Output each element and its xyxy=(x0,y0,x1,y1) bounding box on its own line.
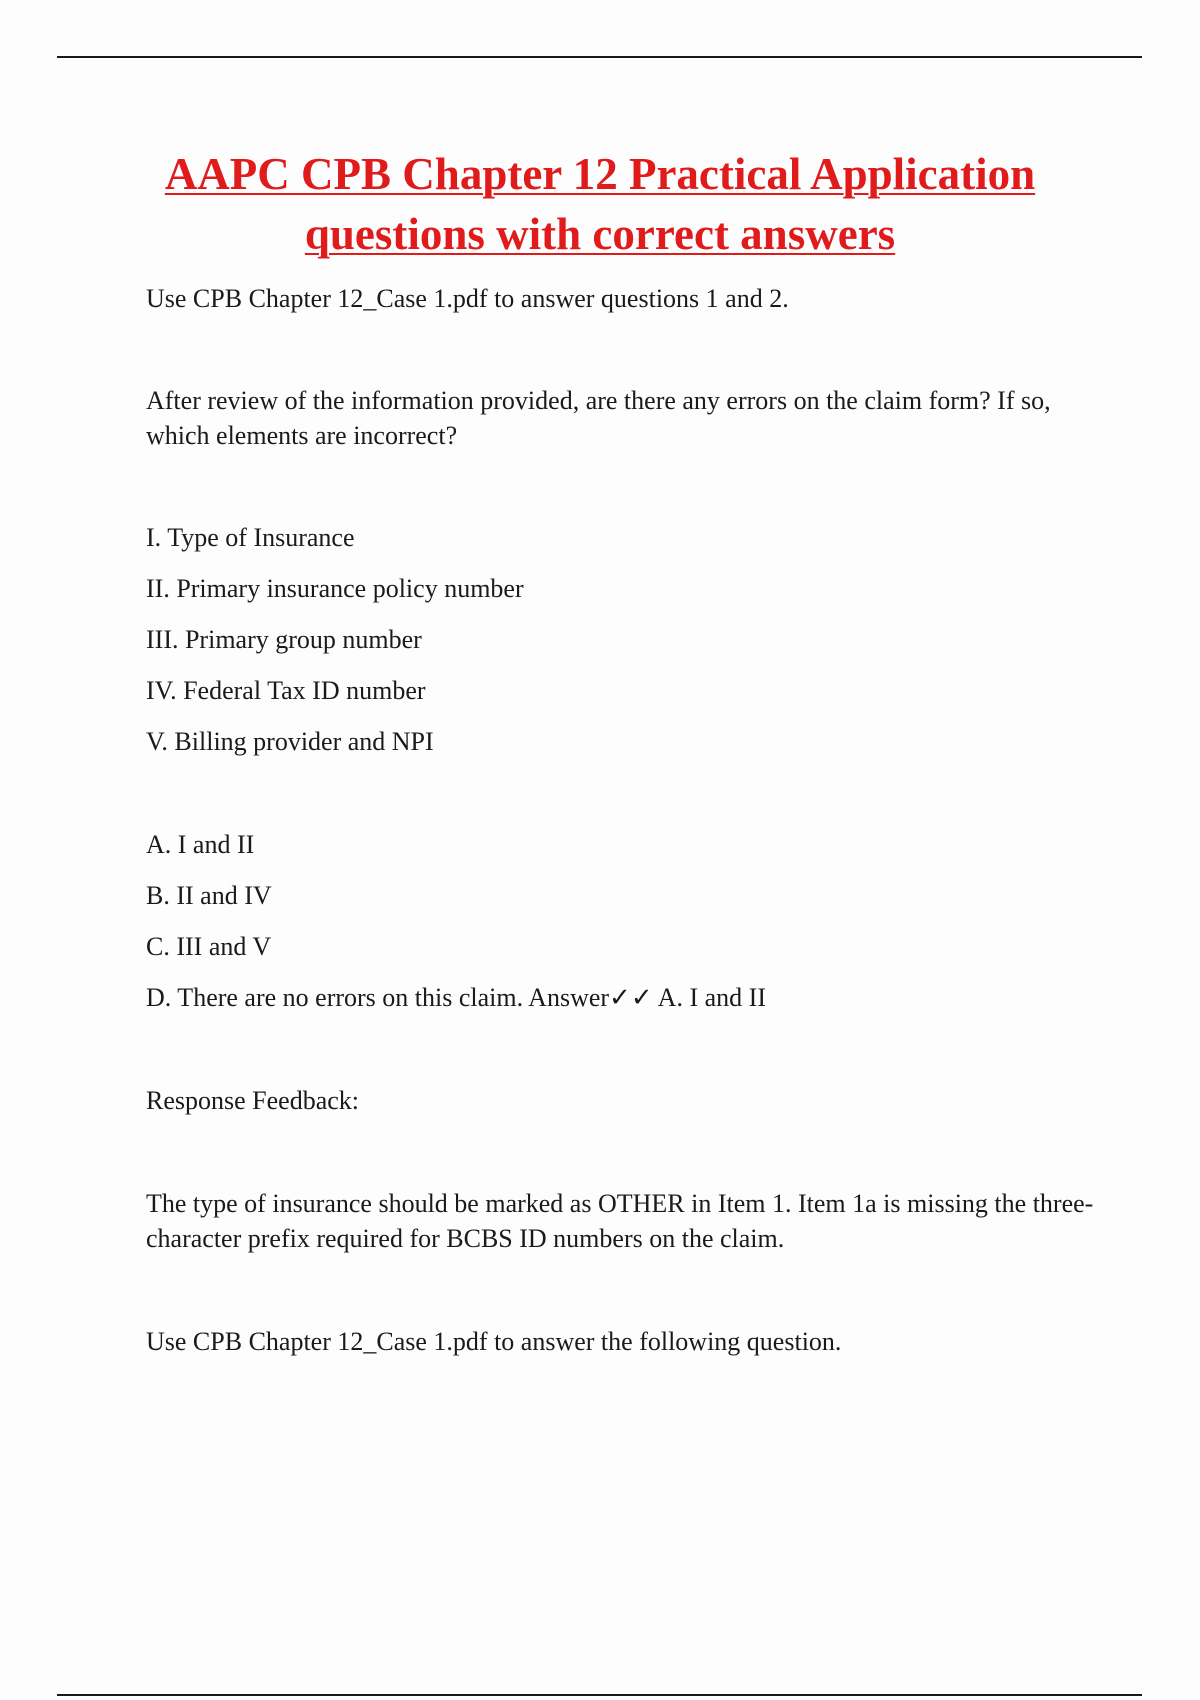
bottom-divider xyxy=(57,1694,1142,1696)
element-item: III. Primary group number xyxy=(146,625,422,654)
element-item: IV. Federal Tax ID number xyxy=(146,676,426,705)
page-title xyxy=(100,144,1100,264)
title-line-1: AAPC CPB Chapter 12 Practical Application xyxy=(164,149,1036,199)
element-item: II. Primary insurance policy number xyxy=(146,574,524,603)
feedback-label: Response Feedback: xyxy=(146,1086,360,1115)
question-text: After review of the information provided, are there any errors on the claim form? If so, which elements are incorrect? xyxy=(146,386,1051,450)
answer-option: B. II and IV xyxy=(146,881,272,910)
element-item: V. Billing provider and NPI xyxy=(146,727,434,756)
feedback-text: The type of insurance should be marked as OTHER in Item 1. Item 1a is missing the three-character prefix required for BCBS ID numbers on the claim. xyxy=(146,1189,1094,1253)
title-line-2: questions with correct answers xyxy=(304,209,896,259)
element-item: I. Type of Insurance xyxy=(146,523,355,552)
answer-option: A. I and II xyxy=(146,830,255,859)
next-instruction: Use CPB Chapter 12_Case 1.pdf to answer the following question. xyxy=(146,1327,842,1356)
answer-option: C. III and V xyxy=(146,932,272,961)
intro-text: Use CPB Chapter 12_Case 1.pdf to answer questions 1 and 2. xyxy=(146,284,789,313)
answer-option-with-answer: D. There are no errors on this claim. Answer✓✓ A. I and II xyxy=(146,983,766,1012)
top-divider xyxy=(57,56,1142,58)
